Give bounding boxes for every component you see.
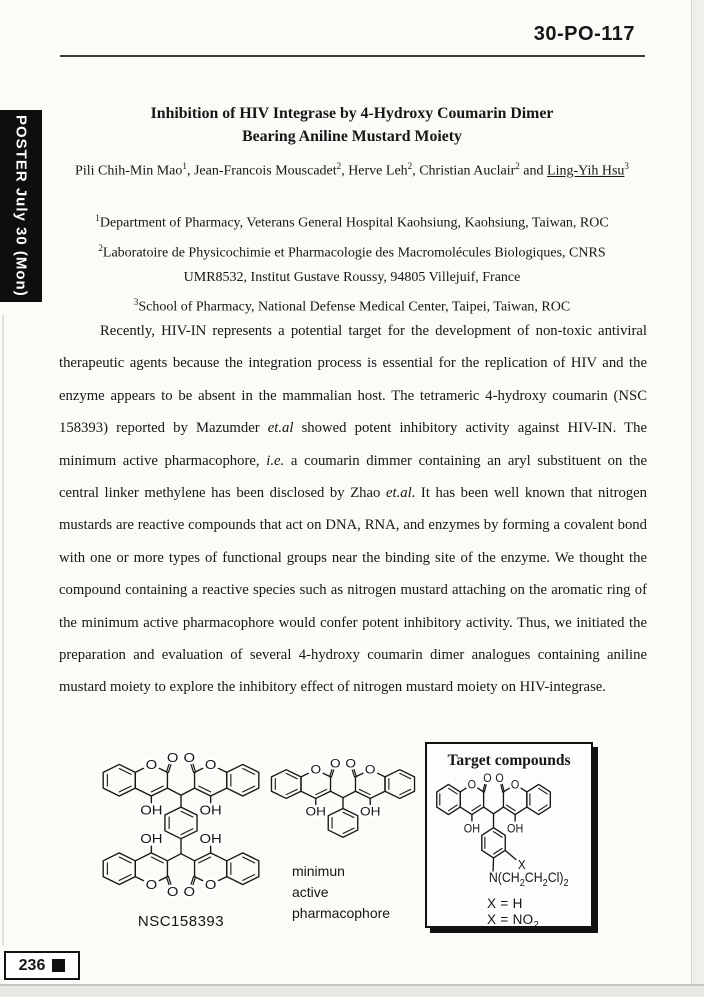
svg-text:OH: OH [140, 803, 163, 818]
pharmacophore-label-line: pharmacophore [292, 905, 391, 921]
target-box-title: Target compounds [447, 752, 571, 769]
x-substituent-variants [487, 896, 539, 934]
title-line-2: Bearing Aniline Mustard Moiety [242, 127, 462, 145]
authors-line: Pili Chih-Min Mao$^1$, Jean-Francois Mouscadet$^2$, Herve Leh$^2$, Christian Auclair$^2$ and Ling-Yih Hsu$^3$ [75, 161, 629, 179]
header-rule [60, 55, 645, 57]
poster-session-tab [0, 110, 42, 302]
svg-text:X: X [517, 857, 526, 873]
pharmacophore-label [292, 861, 390, 924]
structure-target-compound [430, 768, 590, 894]
page-number-square-icon [52, 959, 65, 972]
svg-text:O: O [166, 884, 179, 899]
page-number: 236 [18, 956, 46, 974]
title-line-1: Inhibition of HIV Integrase by 4-Hydroxy Coumarin Dimer [150, 105, 554, 122]
svg-text:OH: OH [463, 822, 481, 836]
paper-title [52, 103, 652, 148]
paper-code: 30-PO-117 [533, 23, 635, 45]
page-number-box [4, 951, 80, 980]
svg-text:O: O [310, 763, 322, 777]
svg-text:O: O [204, 877, 217, 892]
svg-text:O: O [364, 763, 376, 777]
structure-pharmacophore [268, 753, 418, 845]
svg-text:O: O [330, 757, 341, 771]
svg-text:O: O [183, 884, 196, 899]
svg-text:OH: OH [360, 805, 381, 819]
svg-text:O: O [166, 750, 179, 765]
scan-edge-bottom [0, 984, 704, 997]
svg-text:OH: OH [507, 822, 524, 836]
affiliation-line: UMR8532, Institut Gustave Roussy, 94805 Villejuif, France [183, 270, 521, 286]
pharmacophore-label-line: minimun [292, 863, 345, 879]
poster-tab-label: POSTER July 30 (Mon) [12, 115, 30, 297]
affiliation-line: $^1$Department of Pharmacy, Veterans General Hospital Kaohsiung, Kaohsiung, Taiwan, ROC [95, 213, 609, 231]
svg-text:O: O [145, 757, 158, 772]
target-compounds-box [425, 742, 593, 931]
svg-text:OH: OH [305, 805, 326, 819]
affiliations [52, 206, 652, 320]
svg-text:O: O [204, 757, 217, 772]
svg-text:OH: OH [140, 832, 163, 846]
nsc-structure-label: NSC158393 [137, 913, 225, 930]
svg-text:O: O [183, 750, 196, 765]
structure-nsc158393 [96, 746, 266, 904]
svg-text:OH: OH [199, 832, 222, 846]
abstract-paragraph: Recently, HIV-IN represents a potential target for the development of non-toxic antiviral therapeutic agents because the integration process is essential for the replication of HIV and the enzyme appears to be absent in the mammalian host. The tetrameric 4-hydroxy coumarin (NSC 158393) reported by Mazumder et.al showed potent inhibitory activity against HIV-IN. The minimum active pharmacophore, i.e. a coumarin dimmer containing an aryl substituent on the central linker methylene has been disclosed by Zhao et.al. It has been well known that nitrogen mustards are reactive compounds that act on DNA, RNA, and enzymes by forming a covalent bond with one or more types of functional groups near the binding site of the enzyme. We thought the compound containing a reactive species such as nitrogen mustard attaching on the aromatic ring of the minimum active pharmacophore would confer potent inhibitory activity. Thus, we initiated the preparation and evaluation of several 4-hydroxy coumarin dimer analogues containing aniline mustard moiety to explore the inhibitory effect of nitrogen mustard moiety on HIV-integrase. [59, 323, 648, 696]
affiliation-line: $^3$School of Pharmacy, National Defense Medical Center, Taipei, Taiwan, ROC [133, 297, 571, 315]
x-variant: $X = NO_2$ [487, 912, 540, 931]
svg-text:O: O [345, 757, 356, 771]
svg-text:O: O [145, 877, 158, 892]
svg-text:O: O [467, 779, 477, 792]
svg-text:O: O [483, 772, 492, 786]
svg-text:N(CH2CH2Cl)2: $N(CH_2CH_2Cl)_2$ [488, 869, 569, 890]
svg-text:OH: OH [199, 803, 222, 818]
affiliation-line: $^2$Laboratoire de Physicochimie et Pharmacologie des Macromolécules Biologiques, CNRS [98, 242, 606, 261]
x-variant: X = H [487, 896, 523, 911]
pharmacophore-label-line: active [292, 884, 329, 900]
svg-text:O: O [495, 772, 504, 786]
svg-text:O: O [510, 779, 520, 792]
